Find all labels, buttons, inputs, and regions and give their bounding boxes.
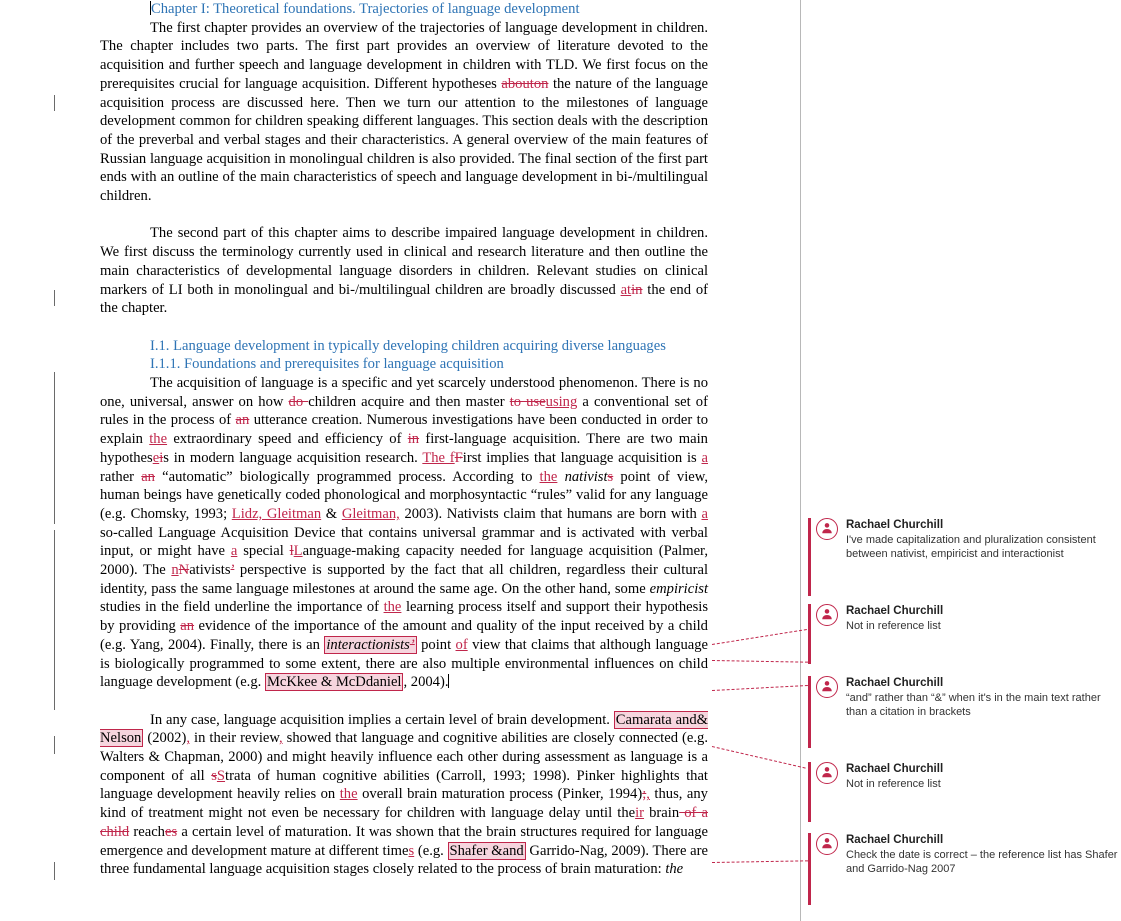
change-bar xyxy=(54,290,55,306)
comment-author: Rachael Churchill xyxy=(846,677,944,689)
paragraph-1: The first chapter provides an overview of the trajectories of language development in children. The chapter includes two parts. The first part provides an overview of literature devoted to the acquisition and further speech and language development in children with TLD. We first focus on the prerequisites crucial for language acquisition. Different hypotheses abouton the nature of the language acquisition process are discussed here. Then we turn our attention to the milestones of language development common for children speaking different languages. This section deals with the description of the preverbal and verbal stages and their characteristics. A general overview of the main features of Russian language acquisition in monolingual children is also provided. The final section of the first part ends with an outline of the main characteristics of speech and language development in bi-/multilingual children. xyxy=(100,19,708,205)
text-caret-2 xyxy=(448,674,449,688)
chapter-heading: Chapter I: Theoretical foundations. Trajectories of language development xyxy=(151,1,580,17)
section-heading-1: I.1. Language development in typically developing children acquiring diverse languages xyxy=(150,337,666,354)
comment-item[interactable] xyxy=(808,833,1121,905)
paragraph-2: The second part of this chapter aims to describe impaired language development in children. We first discuss the terminology currently used in clinical and research literature and then outline the main characteristics of developmental language disorders in children. Relevant studies on clinical markers of LI both in monolingual and bi-/multilingual children are broadly discussed atin the end of the chapter. xyxy=(100,225,708,317)
comment-accent-bar xyxy=(808,604,811,664)
paragraph-4: In any case, language acquisition implies a certain level of brain development. Camarata and& Nelson (2002), in their review, showed that language and cognitive abilities are closely connected (e.g. Walters & Chapman, 2000) and might heavily influence each other during assessment as language is a component of all sStrata of human cognitive abilities (Carroll, 1993; 1998). Pinker highlights that language development heavily relies on the overall brain maturation process (Pinker, 1994);, thus, any kind of treatment might not even be necessary for children with language delay until their brain of a child reaches a certain level of maturation. It was shown that the brain structures required for language emergence and development mature at different times (e.g. Shafer &and Garrido-Nag, 2009). There are three fundamental language acquisition stages closely related to the process of brain maturation: the xyxy=(100,711,708,878)
change-bar xyxy=(54,488,55,506)
comment-leader-line xyxy=(712,860,808,863)
comment-text: Check the date is correct – the reference list has Shafer and Garrido-Nag 2007 xyxy=(846,849,1118,875)
comment-text: Not in reference list xyxy=(846,778,941,790)
comment-accent-bar xyxy=(808,833,811,905)
comment-accent-bar xyxy=(808,676,811,748)
avatar-icon xyxy=(816,518,838,540)
comment-author: Rachael Churchill xyxy=(846,763,944,775)
document-body xyxy=(100,0,708,879)
comments-pane xyxy=(808,0,1121,921)
change-bar xyxy=(54,862,55,880)
comment-author: Rachael Churchill xyxy=(846,834,944,846)
comment-text: I've made capitalization and pluralization consistent between nativist, empiricist and interactionist xyxy=(846,534,1096,560)
comment-item[interactable] xyxy=(808,762,1121,822)
comment-accent-bar xyxy=(808,762,811,822)
paragraph-3: The acquisition of language is a specific and yet scarcely understood phenomenon. There is no one, universal, answer on how do children acquire and then master to useusing a conventional set of rules in the process of an utterance creation. Numerous investigations have been conducted in order to explain the extraordinary speed and efficiency of in first-language acquisition. There are two main hypotheseis in modern language acquisition research. The fFirst implies that language acquisition is a rather an “automatic” biologically programmed process. According to the nativists point of view, human beings have genetically coded phonological and morphosyntactic “rules” valid for any language (e.g. Chomsky, 1993; Lidz, Gleitman & Gleitman, 2003). Nativists claim that humans are born with a so-called Language Acquisition Device that contains universal grammar and is activated with verbal input, or might have a special lLanguage-making capacity needed for language acquisition (Palmer, 2000). The nNativists’ perspective is supported by the fact that all children, regardless their cultural identity, pass the same language milestones at around the same age. On the other hand, some empiricist studies in the field underline the importance of the learning process itself and support their hypothesis by providing an evidence of the importance of the amount and quality of the input received by a child (e.g. Yang, 2004). Finally, there is an interactionists’ point of view that claims that although language is biologically programmed to some extent, there are also multiple environmental influences on child language development (e.g. McKkee & McDdaniel , 2004). xyxy=(100,375,709,691)
comment-author: Rachael Churchill xyxy=(846,605,944,617)
comment-leader-line xyxy=(712,685,808,691)
change-bar xyxy=(54,95,55,111)
comment-item[interactable] xyxy=(808,676,1121,748)
comment-text: Not in reference list xyxy=(846,620,941,632)
comment-leader-line xyxy=(712,629,807,645)
avatar-icon xyxy=(816,676,838,698)
pane-divider xyxy=(800,0,801,921)
comment-item[interactable] xyxy=(808,604,1121,664)
commented-text-mckee[interactable]: McKkee & McDdaniel xyxy=(266,674,402,691)
commented-text-interactionists[interactable]: interactionists’ xyxy=(326,636,415,653)
commented-text-shafer[interactable]: Shafer &and xyxy=(449,842,524,859)
comment-item[interactable] xyxy=(808,518,1121,596)
comment-leader-line xyxy=(712,660,808,663)
avatar-icon xyxy=(816,604,838,626)
comment-accent-bar xyxy=(808,518,811,596)
commented-text-camarata[interactable]: Camarata and& Nelson xyxy=(100,711,708,747)
change-bar xyxy=(54,530,55,710)
avatar-icon xyxy=(816,762,838,784)
change-bar xyxy=(54,736,55,754)
section-heading-1-1: I.1.1. Foundations and prerequisites for language acquisition xyxy=(150,356,504,373)
comment-text: “and” rather than “&” when it's in the main text rather than a citation in brackets xyxy=(846,692,1101,718)
comment-author: Rachael Churchill xyxy=(846,519,944,531)
avatar-icon xyxy=(816,833,838,855)
comment-leader-line xyxy=(712,746,806,769)
